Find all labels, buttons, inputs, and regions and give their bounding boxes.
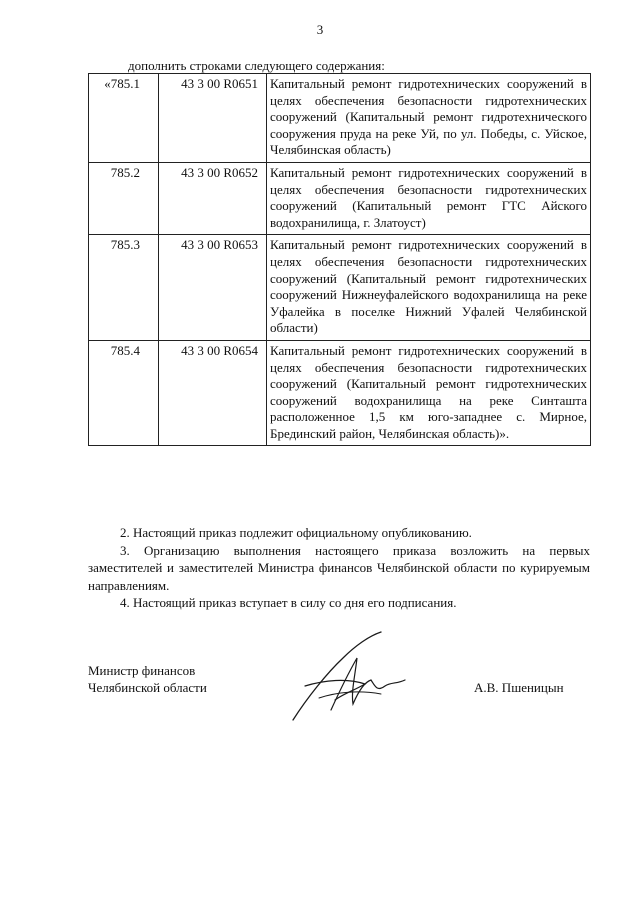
table-row xyxy=(89,74,591,163)
paragraph-effective-date: 4. Настоящий приказ вступает в силу со дня его подписания. xyxy=(120,595,457,610)
paragraph-execution: 3. Организацию выполнения настоящего приказа возложить на первых заместителей и заместителей Министра финансов Челябинской области по курируемым направлениям. xyxy=(88,542,590,593)
row-code: 43 3 00 R0651 xyxy=(159,74,267,163)
row-number: 785.4 xyxy=(89,340,159,446)
signer-title xyxy=(88,662,207,696)
row-number: 785.2 xyxy=(89,162,159,234)
page-number: 3 xyxy=(316,22,324,37)
row-description: Капитальный ремонт гидротехнических сооружений в целях обеспечения безопасности гидротехнических сооружений (Капитальный ремонт гидротехнических сооружений водохранилища на реке Синташта расположенное 1,5 км юго-западнее с. Мирное, Брединский район, Челябинская область)». xyxy=(267,340,591,446)
table-row xyxy=(89,340,591,446)
order-paragraphs xyxy=(88,524,590,612)
paragraph-publication: 2. Настоящий приказ подлежит официальному опубликованию. xyxy=(120,525,472,540)
handwritten-signature xyxy=(285,628,410,728)
signer-name: А.В. Пшеницын xyxy=(474,680,564,695)
row-description: Капитальный ремонт гидротехнических сооружений в целях обеспечения безопасности гидротехнических сооружений (Капитальный ремонт гидротехнических сооружений Нижнеуфалейского водохранилища на реке Уфалейка в поселке Нижний Уфалей Челябинской области) xyxy=(267,235,591,341)
row-description: Капитальный ремонт гидротехнических сооружений в целях обеспечения безопасности гидротехнических сооружений (Капитальный ремонт ГТС Айского водохранилища, г. Златоуст) xyxy=(267,162,591,234)
row-code: 43 3 00 R0652 xyxy=(159,162,267,234)
table-row xyxy=(89,162,591,234)
signer-title-line: Министр финансов xyxy=(88,663,196,678)
budget-codes-table xyxy=(88,73,591,446)
table-row xyxy=(89,235,591,341)
row-description: Капитальный ремонт гидротехнических сооружений в целях обеспечения безопасности гидротехнических сооружений (Капитальный ремонт гидротехнического сооружения пруда на реке Уй, по ул. Победы, с. Уйское, Челябинская область) xyxy=(267,74,591,163)
row-number: 785.3 xyxy=(89,235,159,341)
signer-title-line: Челябинской области xyxy=(88,680,207,695)
row-code: 43 3 00 R0653 xyxy=(159,235,267,341)
row-number: «785.1 xyxy=(89,74,159,163)
row-code: 43 3 00 R0654 xyxy=(159,340,267,446)
intro-line: дополнить строками следующего содержания: xyxy=(128,58,385,73)
